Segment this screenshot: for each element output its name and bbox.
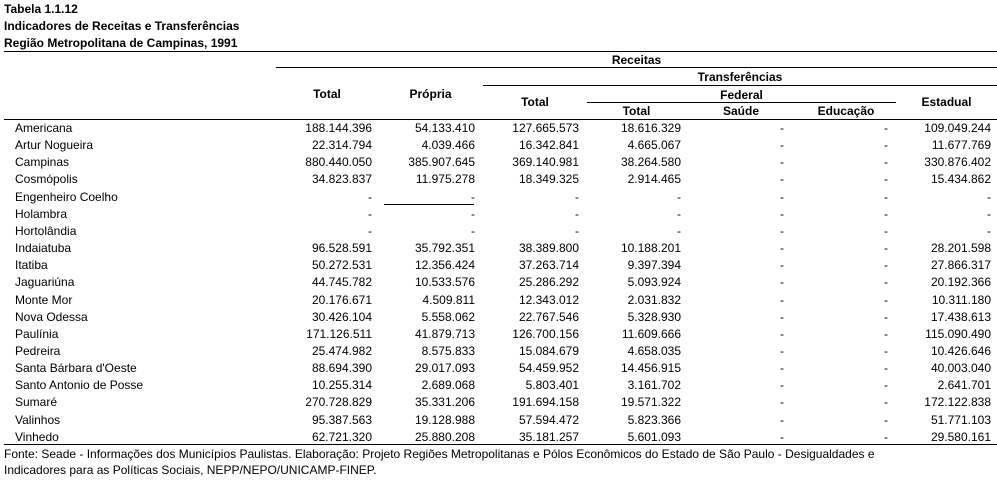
table-row xyxy=(0,343,997,360)
saude-cell: - xyxy=(780,275,784,290)
educacao-cell: - xyxy=(884,412,888,427)
estadual-cell: 29.580.161 xyxy=(930,429,991,444)
municipio-cell: Itatiba xyxy=(15,258,48,273)
transf-total-cell: - xyxy=(575,189,579,204)
propria-cell: 19.128.988 xyxy=(414,412,475,427)
saude-cell: - xyxy=(780,361,784,376)
header-transferencias: Transferências xyxy=(697,70,783,84)
propria-cell: 10.533.576 xyxy=(414,275,475,290)
municipio-cell: Monte Mor xyxy=(15,292,73,307)
transf-total-cell: 54.459.952 xyxy=(518,361,579,376)
federal-total-cell: 5.328.930 xyxy=(627,309,681,324)
table-row xyxy=(0,394,997,411)
propria-cell: - xyxy=(471,223,475,238)
total-cell: 88.694.390 xyxy=(311,361,372,376)
estadual-cell: 115.090.490 xyxy=(925,326,991,341)
educacao-cell: - xyxy=(884,395,888,410)
transf-total-cell: 22.767.546 xyxy=(518,309,579,324)
federal-total-cell: 9.397.394 xyxy=(627,258,681,273)
table-row xyxy=(0,154,997,171)
estadual-cell: 172.122.838 xyxy=(924,395,991,410)
propria-cell: 8.575.833 xyxy=(421,343,475,358)
federal-total-cell: 5.093.924 xyxy=(627,275,681,290)
propria-cell: 35.331.206 xyxy=(414,395,475,410)
educacao-cell: - xyxy=(884,309,888,324)
table-bottom-rule xyxy=(4,444,997,445)
table-row xyxy=(0,309,997,326)
propria-cell: 2.689.068 xyxy=(421,378,475,393)
transf-total-cell: 126.700.156 xyxy=(512,326,579,341)
header-total: Total xyxy=(313,87,341,101)
federal-total-cell: 4.665.067 xyxy=(627,138,681,153)
educacao-cell: - xyxy=(884,326,888,341)
transf-total-cell: 25.286.292 xyxy=(518,275,579,290)
table-row xyxy=(0,206,997,223)
municipio-cell: Hortolândia xyxy=(15,223,77,238)
header-top-rule xyxy=(4,51,997,52)
federal-total-cell: 10.188.201 xyxy=(620,241,681,256)
estadual-cell: 17.438.613 xyxy=(930,309,991,324)
estadual-cell: 27.866.317 xyxy=(930,258,991,273)
table-title: Indicadores de Receitas e Transferências xyxy=(4,19,240,33)
propria-cell: 385.907.645 xyxy=(408,155,475,170)
total-cell: 34.823.837 xyxy=(311,172,372,187)
total-cell: - xyxy=(368,223,372,238)
total-cell: 50.272.531 xyxy=(311,258,372,273)
total-cell: 95.387.563 xyxy=(311,412,372,427)
table-number: Tabela 1.1.12 xyxy=(4,2,78,16)
header-propria: Própria xyxy=(409,87,452,101)
transf-total-cell: 57.594.472 xyxy=(518,412,579,427)
propria-cell: 5.558.062 xyxy=(421,309,475,324)
estadual-cell: 10.311.180 xyxy=(931,292,991,307)
header-federal: Federal xyxy=(720,88,763,102)
federal-total-cell: 19.571.322 xyxy=(620,395,681,410)
total-cell: 25.474.982 xyxy=(311,343,372,358)
transf-total-cell: - xyxy=(575,206,579,221)
table-row xyxy=(0,257,997,274)
total-cell: 171.126.511 xyxy=(306,326,372,341)
federal-total-cell: 5.823.366 xyxy=(627,412,681,427)
total-cell: 270.728.829 xyxy=(305,395,372,410)
table-row xyxy=(0,120,997,137)
estadual-cell: 11.677.769 xyxy=(931,138,991,153)
federal-rule xyxy=(587,102,896,103)
educacao-cell: - xyxy=(884,241,888,256)
educacao-cell: - xyxy=(884,429,888,444)
educacao-cell: - xyxy=(884,206,888,221)
transf-total-cell: - xyxy=(575,223,579,238)
saude-cell: - xyxy=(780,429,784,444)
transf-total-cell: 369.140.981 xyxy=(512,155,579,170)
header-saude: Saúde xyxy=(722,104,759,118)
educacao-cell: - xyxy=(884,223,888,238)
propria-underline xyxy=(384,204,474,205)
municipio-cell: Artur Nogueira xyxy=(15,138,94,153)
transferencias-rule xyxy=(483,85,997,86)
header-transf-total: Total xyxy=(521,95,549,109)
educacao-cell: - xyxy=(884,292,888,307)
educacao-cell: - xyxy=(884,121,888,135)
federal-total-cell: 2.914.465 xyxy=(627,172,681,187)
municipio-cell: Santo Antonio de Posse xyxy=(15,378,144,393)
receitas-rule xyxy=(276,67,997,68)
propria-cell: 4.509.811 xyxy=(422,292,475,307)
transf-total-cell: 15.084.679 xyxy=(518,343,579,358)
transf-total-cell: 127.665.573 xyxy=(512,121,579,135)
federal-total-cell: 18.616.329 xyxy=(620,121,681,135)
total-cell: 62.721.320 xyxy=(311,429,372,444)
total-cell: 20.176.671 xyxy=(311,292,372,307)
municipio-cell: Sumaré xyxy=(15,395,58,410)
saude-cell: - xyxy=(780,378,784,393)
total-cell: 96.528.591 xyxy=(311,241,372,256)
educacao-cell: - xyxy=(884,155,888,170)
propria-cell: 12.356.424 xyxy=(414,258,475,273)
transf-total-cell: 18.349.325 xyxy=(518,172,579,187)
municipio-cell: Jaguariúna xyxy=(15,275,75,290)
educacao-cell: - xyxy=(884,189,888,204)
table-row xyxy=(0,326,997,343)
educacao-cell: - xyxy=(884,138,888,153)
federal-total-cell: 14.456.915 xyxy=(620,361,681,376)
educacao-cell: - xyxy=(884,343,888,358)
table-row xyxy=(0,171,997,188)
transf-total-cell: 35.181.257 xyxy=(518,429,579,444)
saude-cell: - xyxy=(780,326,784,341)
table-row xyxy=(0,137,997,154)
estadual-cell: 40.003.040 xyxy=(930,361,991,376)
saude-cell: - xyxy=(780,309,784,324)
table-row xyxy=(0,240,997,257)
propria-cell: 4.039.466 xyxy=(421,138,475,153)
estadual-cell: 28.201.598 xyxy=(930,241,991,256)
saude-cell: - xyxy=(780,395,784,410)
transf-total-cell: 38.389.800 xyxy=(518,241,579,256)
municipio-cell: Holambra xyxy=(15,206,68,221)
propria-cell: 41.879.713 xyxy=(414,326,475,341)
federal-total-cell: 38.264.580 xyxy=(620,155,681,170)
total-cell: 188.144.396 xyxy=(305,121,372,135)
total-cell: 10.255.314 xyxy=(311,378,372,393)
header-educacao: Educação xyxy=(817,104,875,118)
propria-cell: 25.880.208 xyxy=(414,429,475,444)
federal-total-cell: - xyxy=(677,223,681,238)
federal-total-cell: 2.031.832 xyxy=(627,292,681,307)
total-cell: 22.314.794 xyxy=(311,138,372,153)
estadual-cell: - xyxy=(987,189,991,204)
educacao-cell: - xyxy=(884,172,888,187)
estadual-cell: - xyxy=(987,206,991,221)
propria-cell: - xyxy=(471,206,475,221)
saude-cell: - xyxy=(780,189,784,204)
total-cell: 30.426.104 xyxy=(311,309,372,324)
municipio-cell: Nova Odessa xyxy=(15,309,88,324)
table-row xyxy=(0,274,997,291)
estadual-cell: 51.771.103 xyxy=(930,412,991,427)
saude-cell: - xyxy=(780,121,784,135)
total-cell: 880.440.050 xyxy=(305,155,372,170)
municipio-cell: Paulínia xyxy=(15,326,59,341)
estadual-cell: 2.641.701 xyxy=(937,378,991,393)
footer-source-line1: Fonte: Seade - Informações dos Municípios Paulistas. Elaboração: Projeto Regiões Metropolitanas e Pólos Econômicos do Estado de São Paulo - Desigualdades e xyxy=(4,447,875,461)
footer-source-line2: Indicadores para as Políticas Sociais, NEPP/NEPO/UNICAMP-FINEP. xyxy=(4,463,377,477)
total-cell: - xyxy=(368,189,372,204)
propria-cell: - xyxy=(471,189,475,204)
federal-total-cell: 11.609.666 xyxy=(621,326,681,341)
table-row xyxy=(0,292,997,309)
saude-cell: - xyxy=(780,412,784,427)
educacao-cell: - xyxy=(884,378,888,393)
propria-cell: 35.792.351 xyxy=(414,241,475,256)
municipio-cell: Valinhos xyxy=(15,412,61,427)
table-row xyxy=(0,223,997,240)
saude-cell: - xyxy=(780,206,784,221)
municipio-cell: Americana xyxy=(15,121,73,135)
estadual-cell: - xyxy=(987,223,991,238)
municipio-cell: Santa Bárbara d'Oeste xyxy=(15,361,137,376)
municipio-cell: Engenheiro Coelho xyxy=(15,189,118,204)
transf-total-cell: 191.694.158 xyxy=(512,395,579,410)
federal-total-cell: 4.658.035 xyxy=(627,343,681,358)
total-cell: 44.745.782 xyxy=(311,275,372,290)
transf-total-cell: 37.263.714 xyxy=(518,258,579,273)
header-estadual: Estadual xyxy=(921,95,972,109)
propria-cell: 29.017.093 xyxy=(414,361,475,376)
total-cell: - xyxy=(368,206,372,221)
municipio-cell: Vinhedo xyxy=(15,429,59,444)
federal-total-cell: 3.161.702 xyxy=(627,378,681,393)
federal-total-cell: - xyxy=(677,206,681,221)
municipio-cell: Cosmópolis xyxy=(15,172,78,187)
header-receitas: Receitas xyxy=(611,53,662,67)
table-row xyxy=(0,360,997,377)
table-subtitle: Região Metropolitana de Campinas, 1991 xyxy=(4,36,238,50)
estadual-cell: 10.426.646 xyxy=(930,343,991,358)
propria-cell: 54.133.410 xyxy=(414,121,475,135)
educacao-cell: - xyxy=(884,275,888,290)
saude-cell: - xyxy=(780,258,784,273)
saude-cell: - xyxy=(780,241,784,256)
estadual-cell: 330.876.402 xyxy=(924,155,991,170)
municipio-cell: Pedreira xyxy=(15,343,61,358)
saude-cell: - xyxy=(780,138,784,153)
saude-cell: - xyxy=(780,343,784,358)
header-federal-total: Total xyxy=(622,104,651,118)
saude-cell: - xyxy=(780,292,784,307)
transf-total-cell: 16.342.841 xyxy=(518,138,579,153)
table-row xyxy=(0,377,997,394)
saude-cell: - xyxy=(780,155,784,170)
propria-cell: 11.975.278 xyxy=(415,172,475,187)
table-row xyxy=(0,412,997,429)
transf-total-cell: 5.803.401 xyxy=(525,378,579,393)
estadual-cell: 109.049.244 xyxy=(924,121,991,135)
estadual-cell: 15.434.862 xyxy=(930,172,991,187)
educacao-cell: - xyxy=(884,361,888,376)
educacao-cell: - xyxy=(884,258,888,273)
estadual-cell: 20.192.366 xyxy=(930,275,991,290)
municipio-cell: Campinas xyxy=(15,155,70,170)
municipio-cell: Indaiatuba xyxy=(15,241,72,256)
saude-cell: - xyxy=(780,172,784,187)
federal-total-cell: - xyxy=(677,189,681,204)
saude-cell: - xyxy=(780,223,784,238)
transf-total-cell: 12.343.012 xyxy=(518,292,579,307)
table-row xyxy=(0,189,997,206)
federal-total-cell: 5.601.093 xyxy=(627,429,681,444)
